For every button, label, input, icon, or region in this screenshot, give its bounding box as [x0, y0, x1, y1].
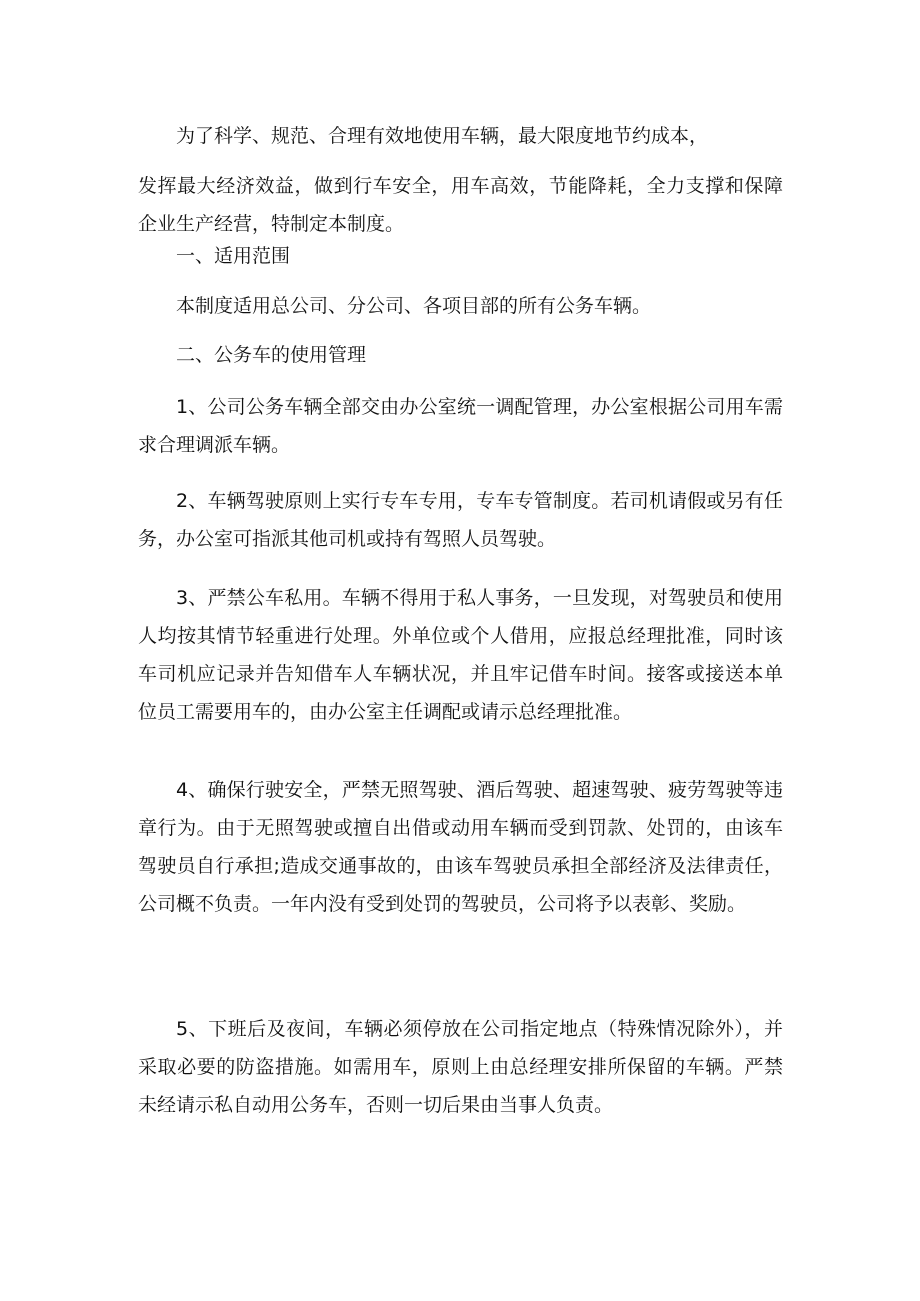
list-item-1: 1、公司公务车辆全部交由办公室统一调配管理，办公室根据公司用车需求合理调派车辆。 [138, 396, 783, 456]
section-1-heading: 一、适用范围 [176, 245, 291, 267]
list-item-2: 2、车辆驾驶原则上实行专车专用，专车专管制度。若司机请假或另有任务，办公室可指派其他司机或持有驾照人员驾驶。 [138, 490, 783, 550]
list-item-5: 5、下班后及夜间，车辆必须停放在公司指定地点（特殊情况除外），并采取必要的防盗措施。如需用车，原则上由总经理安排所保留的车辆。严禁未经请示私自动用公务车，否则一切后果由当事人负责。 [138, 1018, 783, 1116]
list-item-4: 4、确保行驶安全，严禁无照驾驶、酒后驾驶、超速驾驶、疲劳驾驶等违章行为。由于无照驾驶或擅自出借或动用车辆而受到罚款、处罚的，由该车驾驶员自行承担;造成交通事故的，由该车驾驶员承担全部经济及法律责任，公司概不负责。一年内没有受到处罚的驾驶员，公司将予以表彰、奖励。 [138, 779, 783, 915]
section-1-body: 本制度适用总公司、分公司、各项目部的所有公务车辆。 [176, 295, 652, 317]
list-item-3: 3、严禁公车私用。车辆不得用于私人事务，一旦发现，对驾驶员和使用人均按其情节轻重进行处理。外单位或个人借用，应报总经理批准，同时该车司机应记录并告知借车人车辆状况，并且牢记借车时间。接客或接送本单位员工需要用车的，由办公室主任调配或请示总经理批准。 [138, 587, 783, 723]
intro-paragraph-line1: 为了科学、规范、合理有效地使用车辆，最大限度地节约成本， [176, 125, 709, 147]
intro-paragraph-continuation: 发挥最大经济效益，做到行车安全，用车高效，节能降耗，全力支撑和保障企业生产经营，特制定本制度。 [138, 175, 783, 235]
section-2-heading: 二、公务车的使用管理 [176, 344, 367, 366]
